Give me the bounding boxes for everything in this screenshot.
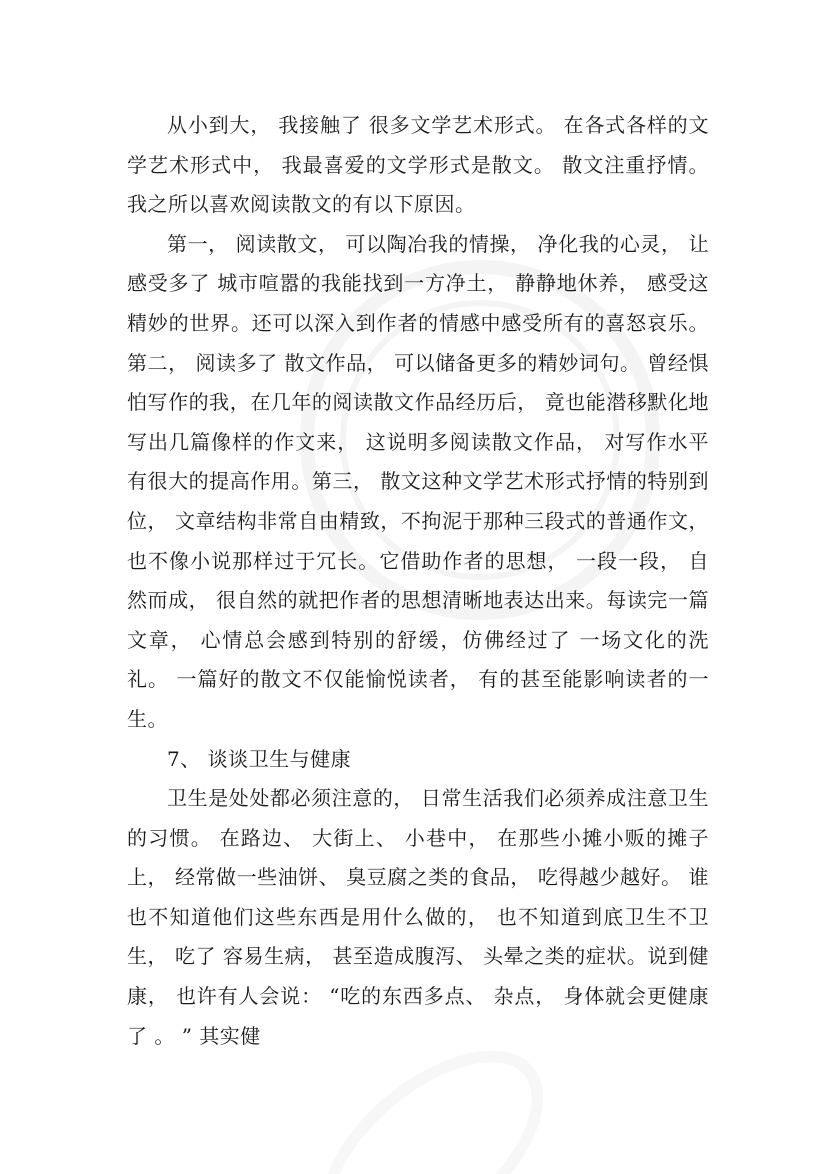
section-heading: 7、 谈谈卫生与健康 xyxy=(167,746,352,771)
paragraph-prose-intro: 从小到大， 我接触了 很多文学艺术形式。 在各式各样的文学艺术形式中， 我最喜爱的文学形式是散文。 散文注重抒情。我之所以喜欢阅读散文的有以下原因。 xyxy=(127,113,709,217)
document-body xyxy=(127,106,709,1056)
paragraph-prose-reasons: 第一， 阅读散文， 可以陶冶我的情操， 净化我的心灵， 让感受多了 城市喧嚣的我能找到一方净土， 静静地休养， 感受这精妙的世界。还可以深入到作者的情感中感受所有的喜怒哀乐。第二， 阅读多了 散文作品， 可以储备更多的精妙词句。 曾经惧怕写作的我，在几年的阅读散文作品经历后， 竟也能潜移默化地写出几篇像样的作文来， 这说明多阅读散文作品， 对写作水平有很大的提高作用。第三， 散文这种文学艺术形式抒情的特别到位， 文章结构非常自由精致，不拘泥于那种三段式的普通作文，也不像小说那样过于冗长。它借助作者的思想， 一段一段， 自然而成， 很自然的就把作者的思想清晰地表达出来。每读完一篇文章， 心情总会感到特别的舒缓，仿佛经过了 一场文化的洗礼。 一篇好的散文不仅能愉悦读者， 有的甚至能影响读者的一生。 xyxy=(127,231,709,731)
paragraph-hygiene: 卫生是处处都必须注意的， 日常生活我们必须养成注意卫生的习惯。 在路边、 大街上、 小巷中， 在那些小摊小贩的摊子上， 经常做一些油饼、 臭豆腐之类的食品， 吃得越少越好。 谁也不知道他们这些东西是用什么做的， 也不知道到底卫生不卫生， 吃了 容易生病， 甚至造成腹泻、 头晕之类的症状。说到健康， 也许有人会说： “吃的东西多点、 杂点， 身体就会更健康了 。 ” 其实健 xyxy=(127,786,709,1048)
